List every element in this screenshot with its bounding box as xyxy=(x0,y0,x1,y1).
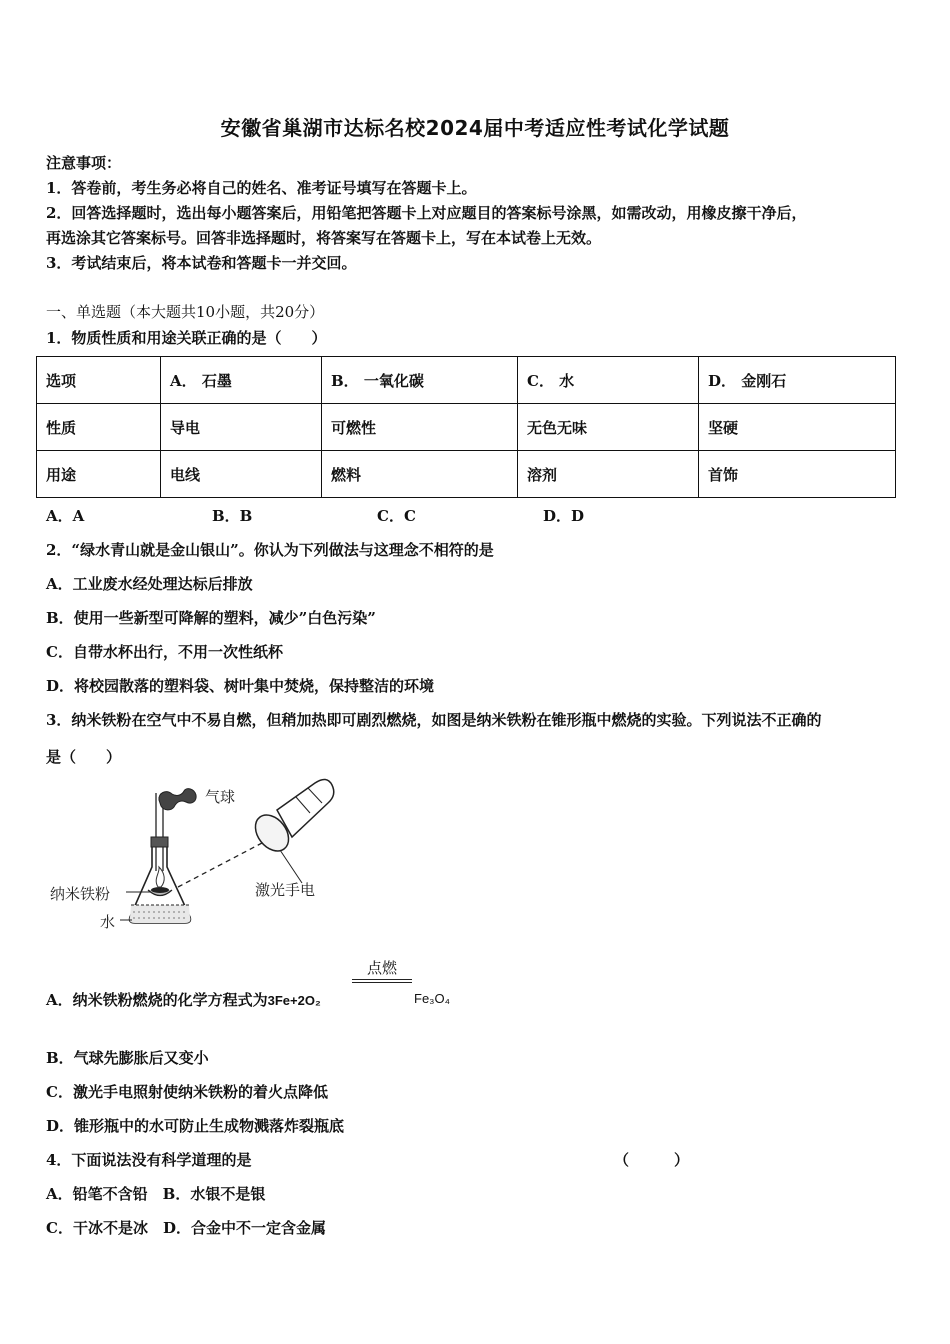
table-row xyxy=(37,357,896,404)
table-cell: 无色无味 xyxy=(518,404,699,451)
notice-item: 1．答卷前，考生务必将自己的姓名、准考证号填写在答题卡上。 xyxy=(46,179,477,197)
balloon-icon xyxy=(159,789,196,810)
equation-arrow xyxy=(352,982,412,983)
table-cell: 燃料 xyxy=(322,451,518,498)
powder-label: 纳米铁粉 xyxy=(50,885,111,903)
equation-arrow xyxy=(352,979,412,980)
table-row xyxy=(37,451,896,498)
question-1-table xyxy=(36,356,896,498)
notice-heading: 注意事项： xyxy=(46,154,122,172)
table-cell: 电线 xyxy=(161,451,322,498)
notice-item: 2．回答选择题时，选出每小题答案后，用铅笔把答题卡上对应题目的答案标号涂黑，如需改动，用橡皮擦干净后， xyxy=(46,204,807,222)
option-a[interactable]: A．工业废水经处理达标后排放 xyxy=(46,575,253,593)
table-cell: D． 金刚石 xyxy=(699,357,896,404)
table-cell: 用途 xyxy=(37,451,161,498)
flashlight-icon xyxy=(249,779,334,883)
table-cell: C． 水 xyxy=(518,357,699,404)
equation-left: 3Fe+2O₂ xyxy=(267,993,321,1008)
equation-condition: 点燃 xyxy=(366,959,397,977)
table-cell: 可燃性 xyxy=(322,404,518,451)
option-a-text: A．纳米铁粉燃烧的化学方程式为 xyxy=(46,991,268,1009)
table-row xyxy=(37,404,896,451)
option-c[interactable]: C．C xyxy=(377,507,416,525)
option-d[interactable]: D．锥形瓶中的水可防止生成物溅落炸裂瓶底 xyxy=(46,1117,345,1135)
question-2-stem: 2．“绿水青山就是金山银山”。你认为下列做法与这理念不相符的是 xyxy=(46,541,494,559)
equation-right: Fe₃O₄ xyxy=(414,991,450,1006)
experiment-figure xyxy=(40,775,360,940)
table-cell: 首饰 xyxy=(699,451,896,498)
option-b[interactable]: B．B xyxy=(212,507,253,525)
table-cell: B． 一氧化碳 xyxy=(322,357,518,404)
option-d[interactable]: D．将校园散落的塑料袋、树叶集中焚烧，保持整洁的环境 xyxy=(46,677,435,695)
section-heading: 一、单选题（本大题共10小题，共20分） xyxy=(46,303,325,321)
notice-item: 再选涂其它答案标号。回答非选择题时，将答案写在答题卡上，写在本试卷上无效。 xyxy=(46,229,602,247)
option-c[interactable]: C．自带水杯出行，不用一次性纸杯 xyxy=(46,643,283,661)
page-title: 安徽省巢湖市达标名校2024届中考适应性考试化学试题 xyxy=(220,116,730,140)
table-cell: A． 石墨 xyxy=(161,357,322,404)
flashlight-label: 激光手电 xyxy=(255,881,316,899)
answer-bracket: （ ） xyxy=(614,1151,690,1169)
notice-item: 3．考试结束后，将本试卷和答题卡一并交回。 xyxy=(46,254,357,272)
options-row[interactable]: C．干冰不是冰 D．合金中不一定含金属 xyxy=(46,1219,326,1237)
table-cell: 选项 xyxy=(37,357,161,404)
option-b[interactable]: B．使用一些新型可降解的塑料，减少”白色污染” xyxy=(46,609,376,627)
table-cell: 溶剂 xyxy=(518,451,699,498)
water-label: 水 xyxy=(100,913,116,931)
balloon-label: 气球 xyxy=(205,788,236,806)
table-cell: 坚硬 xyxy=(699,404,896,451)
option-c[interactable]: C．激光手电照射使纳米铁粉的着火点降低 xyxy=(46,1083,328,1101)
question-3-stem: 3．纳米铁粉在空气中不易自燃，但稍加热即可剧烈燃烧，如图是纳米铁粉在锥形瓶中燃烧的实验。下列说法不正确的 xyxy=(46,711,822,729)
option-d[interactable]: D．D xyxy=(543,507,585,525)
options-row[interactable]: A．铅笔不含铅 B．水银不是银 xyxy=(46,1185,266,1203)
table-cell: 导电 xyxy=(161,404,322,451)
question-1-stem: 1．物质性质和用途关联正确的是（ ） xyxy=(46,329,327,347)
option-b[interactable]: B．气球先膨胀后又变小 xyxy=(46,1049,209,1067)
question-4-stem: 4．下面说法没有科学道理的是 xyxy=(46,1151,252,1169)
option-a[interactable] xyxy=(46,989,321,1010)
table-cell: 性质 xyxy=(37,404,161,451)
question-3-stem-cont: 是（ ） xyxy=(46,748,122,766)
option-a[interactable]: A．A xyxy=(46,507,85,525)
